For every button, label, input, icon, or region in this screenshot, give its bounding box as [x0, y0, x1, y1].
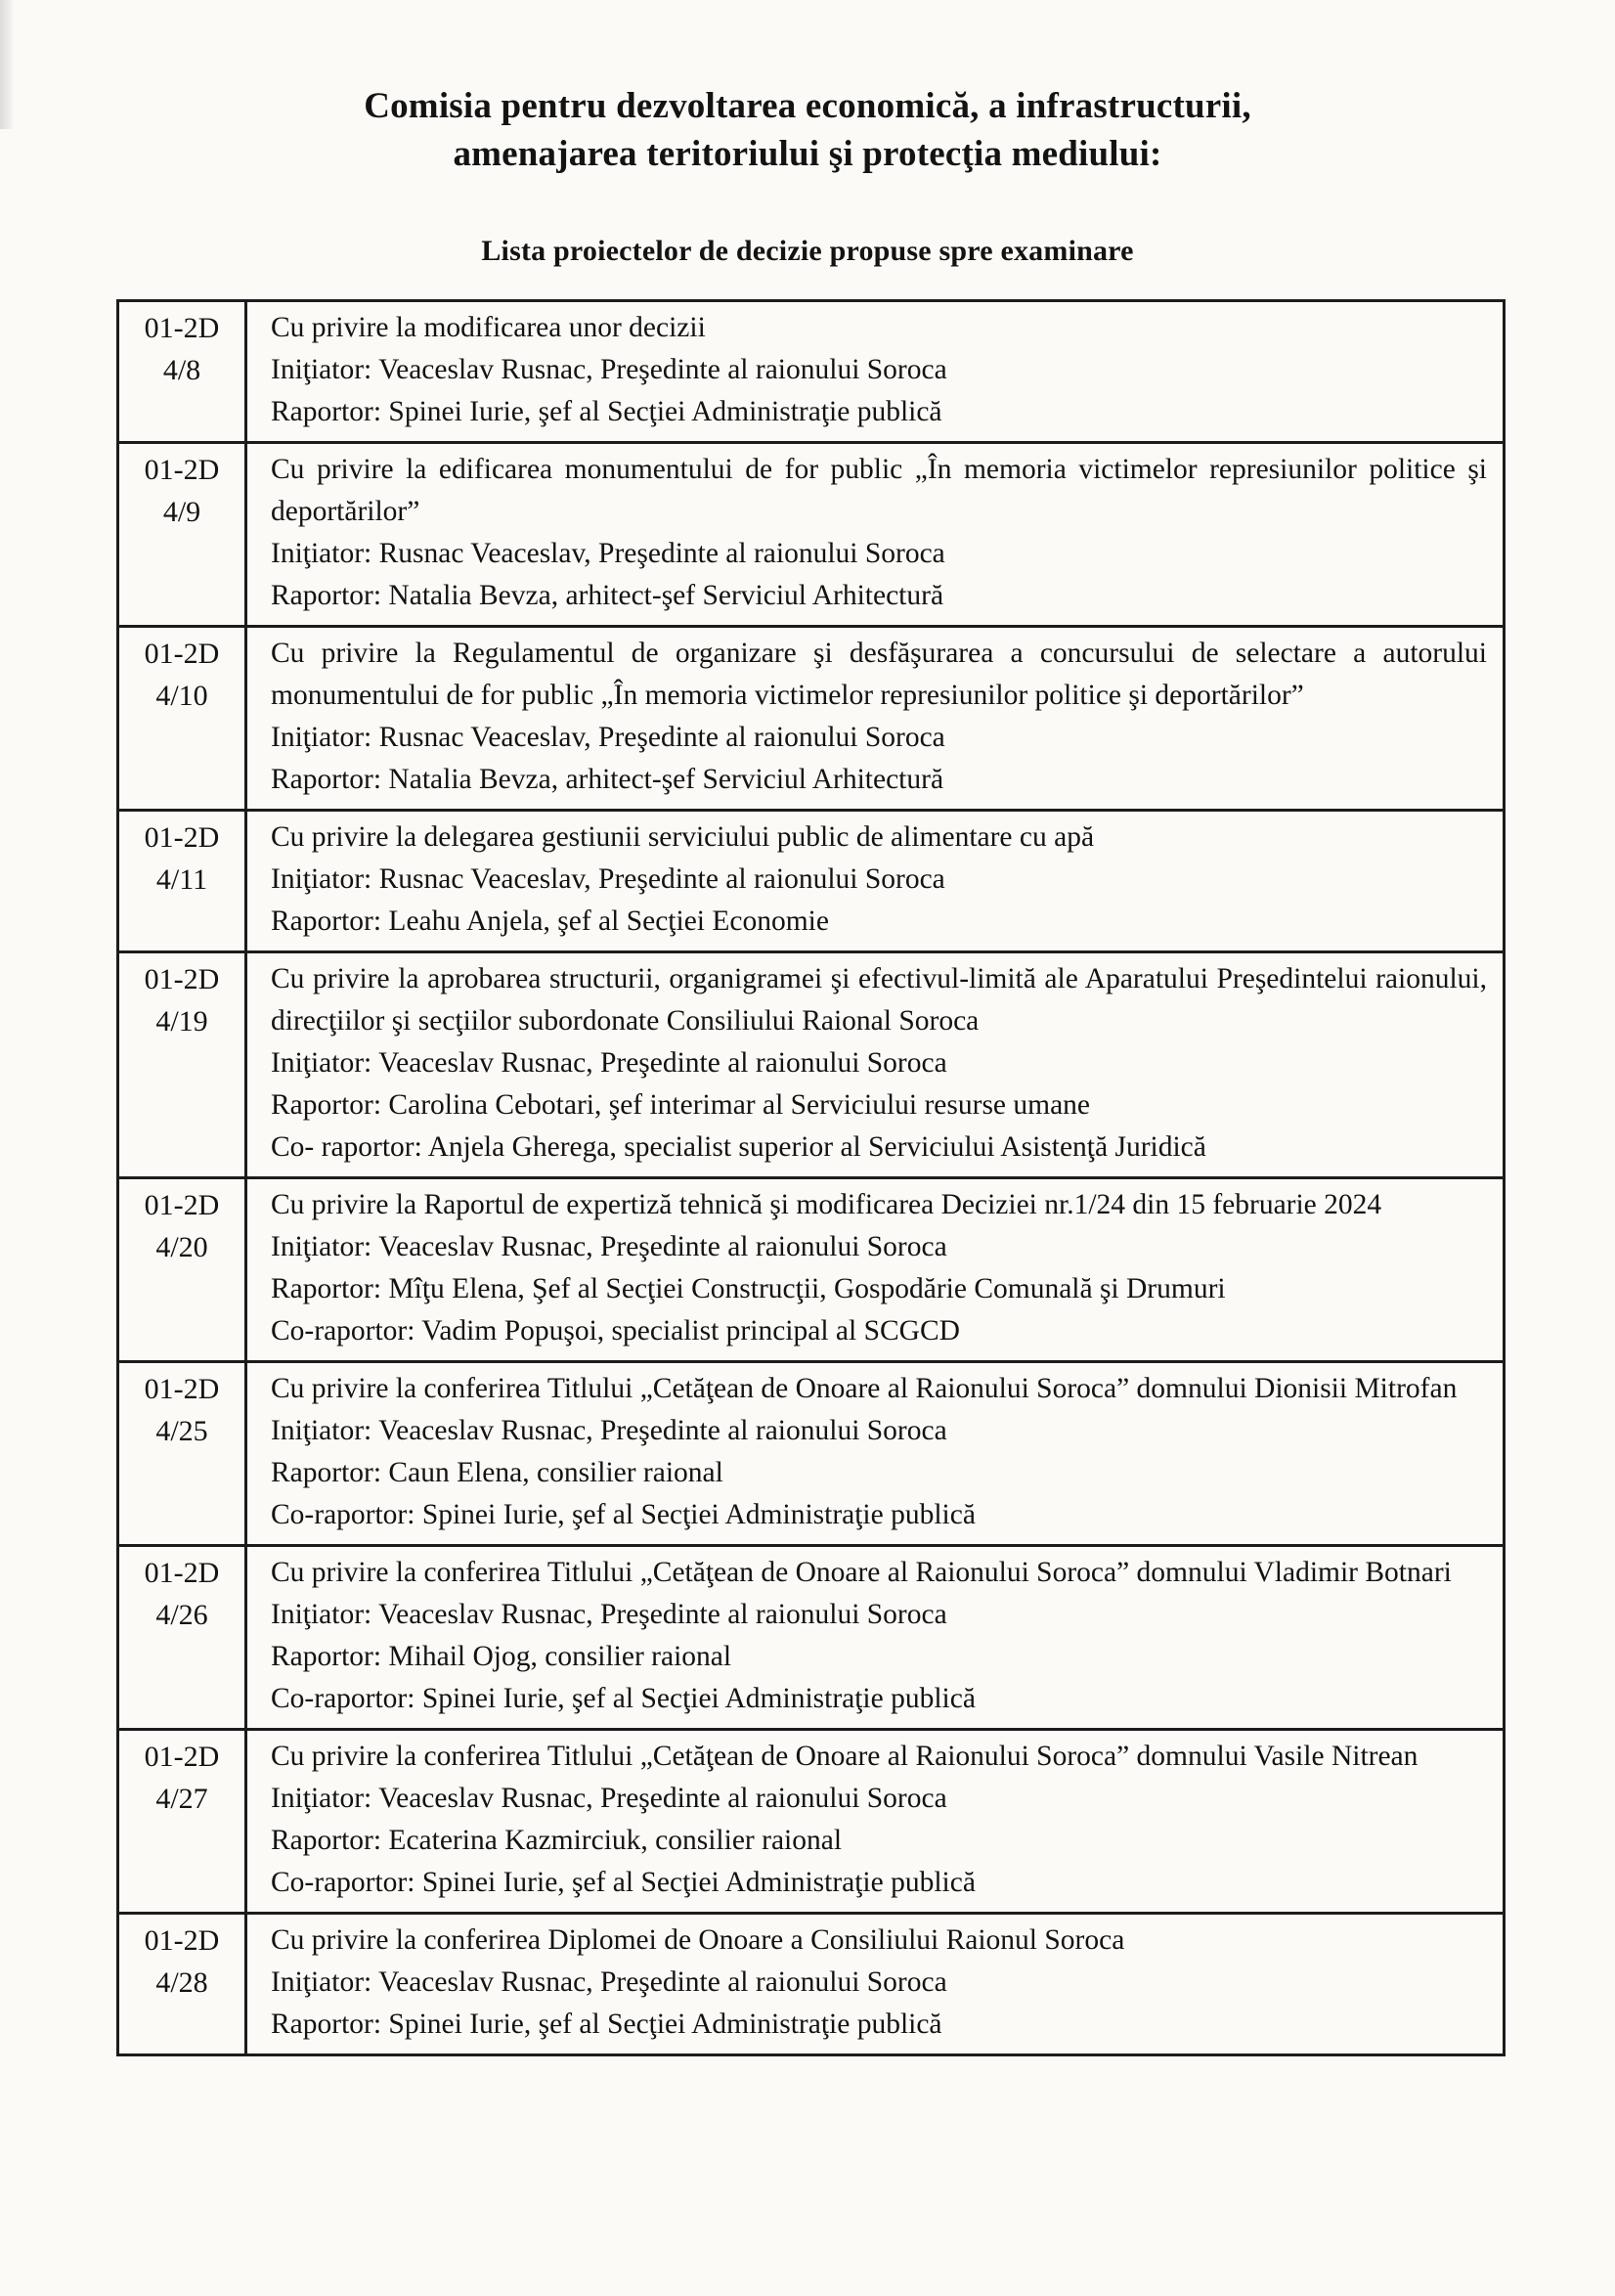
- table-row: [119, 628, 1503, 812]
- decisions-table: [116, 299, 1506, 2056]
- project-code: 01-2D: [144, 454, 220, 486]
- project-initiator: Iniţiator: Veaceslav Rusnac, Preşedinte al raionului Soroca: [271, 1966, 947, 1998]
- project-details-cell: [247, 812, 1503, 950]
- table-row: [119, 1363, 1503, 1547]
- project-code: 01-2D: [144, 821, 220, 854]
- project-id-cell: [119, 302, 247, 441]
- project-number: 4/10: [155, 680, 208, 712]
- project-initiator: Iniţiator: Veaceslav Rusnac, Preşedinte al raionului Soroca: [271, 1047, 947, 1079]
- project-title-text: Cu privire la conferirea Titlului „Cetăţean de Onoare al Raionului Soroca” domnului Dionisii Mitrofan: [271, 1373, 1458, 1404]
- project-id-cell: [119, 1731, 247, 1912]
- project-code: 01-2D: [144, 1924, 220, 1957]
- project-rapporteur: Raportor: Ecaterina Kazmirciuk, consilier raional: [271, 1825, 843, 1856]
- project-co-rapporteur: Co-raportor: Spinei Iurie, şef al Secţiei Administraţie publică: [271, 1499, 976, 1530]
- table-row: [119, 812, 1503, 953]
- project-number: 4/11: [155, 863, 208, 896]
- page-title: [59, 82, 1556, 178]
- project-number: 4/26: [155, 1599, 208, 1631]
- project-co-rapporteur: Co- raportor: Anjela Gherega, specialist superior al Serviciului Asistenţă Juridică: [271, 1131, 1206, 1163]
- project-initiator: Iniţiator: Veaceslav Rusnac, Preşedinte al raionului Soroca: [271, 1415, 947, 1446]
- project-co-rapporteur: Co-raportor: Spinei Iurie, şef al Secţiei Administraţie publică: [271, 1867, 976, 1898]
- project-code: 01-2D: [144, 1189, 220, 1221]
- project-number: 4/20: [155, 1231, 208, 1263]
- project-details-cell: [247, 1179, 1503, 1360]
- project-title-text: Cu privire la delegarea gestiunii serviciului public de alimentare cu apă: [271, 821, 1095, 853]
- page-title-line-1: Comisia pentru dezvoltarea economică, a infrastructurii,: [364, 86, 1251, 126]
- project-co-rapporteur: Co-raportor: Vadim Popuşoi, specialist principal al SCGCD: [271, 1315, 960, 1347]
- project-code: 01-2D: [144, 1557, 220, 1589]
- project-id-cell: [119, 628, 247, 809]
- project-id-cell: [119, 1915, 247, 2053]
- project-code: 01-2D: [144, 1373, 220, 1405]
- project-co-rapporteur: Co-raportor: Spinei Iurie, şef al Secţiei Administraţie publică: [271, 1683, 976, 1714]
- table-row: [119, 302, 1503, 444]
- project-title-text: Cu privire la edificarea monumentului de for public „În memoria victimelor represiunilor politice şi deportărilor”: [271, 454, 1487, 527]
- project-title-text: Cu privire la Raportul de expertiză tehnică şi modificarea Deciziei nr.1/24 din 15 februarie 2024: [271, 1189, 1382, 1220]
- project-id-cell: [119, 812, 247, 950]
- project-title-text: Cu privire la conferirea Titlului „Cetăţean de Onoare al Raionului Soroca” domnului Vasile Nitrean: [271, 1741, 1419, 1772]
- project-details-cell: [247, 1547, 1503, 1728]
- project-initiator: Iniţiator: Veaceslav Rusnac, Preşedinte al raionului Soroca: [271, 1783, 947, 1814]
- project-title-text: Cu privire la conferirea Diplomei de Onoare a Consiliului Raionul Soroca: [271, 1924, 1125, 1956]
- project-rapporteur: Raportor: Spinei Iurie, şef al Secţiei Administraţie publică: [271, 2009, 942, 2040]
- project-initiator: Iniţiator: Rusnac Veaceslav, Preşedinte al raionului Soroca: [271, 538, 945, 569]
- project-details-cell: [247, 444, 1503, 625]
- project-initiator: Iniţiator: Veaceslav Rusnac, Preşedinte al raionului Soroca: [271, 1231, 947, 1262]
- project-rapporteur: Raportor: Natalia Bevza, arhitect-şef Serviciul Arhitectură: [271, 764, 944, 795]
- project-id-cell: [119, 1547, 247, 1728]
- project-details-cell: [247, 1731, 1503, 1912]
- table-row: [119, 953, 1503, 1179]
- project-rapporteur: Raportor: Caun Elena, consilier raional: [271, 1457, 723, 1488]
- project-initiator: Iniţiator: Veaceslav Rusnac, Preşedinte al raionului Soroca: [271, 354, 947, 385]
- project-number: 4/9: [162, 496, 201, 528]
- project-rapporteur: Raportor: Mihail Ojog, consilier raional: [271, 1641, 732, 1672]
- project-number: 4/28: [155, 1966, 208, 1999]
- project-rapporteur: Raportor: Natalia Bevza, arhitect-şef Serviciul Arhitectură: [271, 580, 944, 611]
- project-code: 01-2D: [144, 638, 220, 670]
- project-rapporteur: Raportor: Carolina Cebotari, şef interimar al Serviciului resurse umane: [271, 1089, 1091, 1121]
- project-rapporteur: Raportor: Leahu Anjela, şef al Secţiei Economie: [271, 905, 829, 937]
- project-code: 01-2D: [144, 1741, 220, 1773]
- project-title-text: Cu privire la Regulamentul de organizare şi desfăşurarea a concursului de selectare a autorului monumentului de for public „În memoria victimelor represiunilor politice şi deportărilor”: [271, 638, 1487, 711]
- project-initiator: Iniţiator: Rusnac Veaceslav, Preşedinte al raionului Soroca: [271, 863, 945, 895]
- project-details-cell: [247, 628, 1503, 809]
- project-id-cell: [119, 1363, 247, 1544]
- project-initiator: Iniţiator: Rusnac Veaceslav, Preşedinte al raionului Soroca: [271, 722, 945, 753]
- project-initiator: Iniţiator: Veaceslav Rusnac, Preşedinte al raionului Soroca: [271, 1599, 947, 1630]
- project-number: 4/8: [162, 354, 201, 386]
- project-rapporteur: Raportor: Mîţu Elena, Şef al Secţiei Construcţii, Gospodărie Comunală şi Drumuri: [271, 1273, 1226, 1304]
- project-id-cell: [119, 1179, 247, 1360]
- project-details-cell: [247, 302, 1503, 441]
- project-title-text: Cu privire la conferirea Titlului „Cetăţean de Onoare al Raionului Soroca” domnului Vladimir Botnari: [271, 1557, 1452, 1588]
- project-id-cell: [119, 953, 247, 1176]
- project-number: 4/19: [155, 1005, 208, 1038]
- project-code: 01-2D: [144, 312, 220, 344]
- scan-edge-shadow: [0, 0, 14, 129]
- page-title-line-2: amenajarea teritoriului şi protecţia mediului:: [453, 134, 1162, 174]
- project-rapporteur: Raportor: Spinei Iurie, şef al Secţiei Administraţie publică: [271, 396, 942, 427]
- table-row: [119, 444, 1503, 628]
- table-row: [119, 1731, 1503, 1915]
- table-row: [119, 1179, 1503, 1363]
- project-number: 4/25: [155, 1415, 208, 1447]
- table-row: [119, 1915, 1503, 2053]
- project-details-cell: [247, 953, 1503, 1176]
- project-code: 01-2D: [144, 963, 220, 995]
- project-number: 4/27: [155, 1783, 208, 1815]
- list-subtitle: Lista proiectelor de decizie propuse spre examinare: [481, 235, 1134, 267]
- project-title-text: Cu privire la aprobarea structurii, organigramei şi efectivul-limită ale Aparatului Preşedintelui raionului, direcţiilor şi secţiilor subordonate Consiliului Raional Soroca: [271, 963, 1487, 1037]
- project-details-cell: [247, 1915, 1503, 2053]
- project-title-text: Cu privire la modificarea unor decizii: [271, 312, 706, 343]
- project-details-cell: [247, 1363, 1503, 1544]
- table-row: [119, 1547, 1503, 1731]
- project-id-cell: [119, 444, 247, 625]
